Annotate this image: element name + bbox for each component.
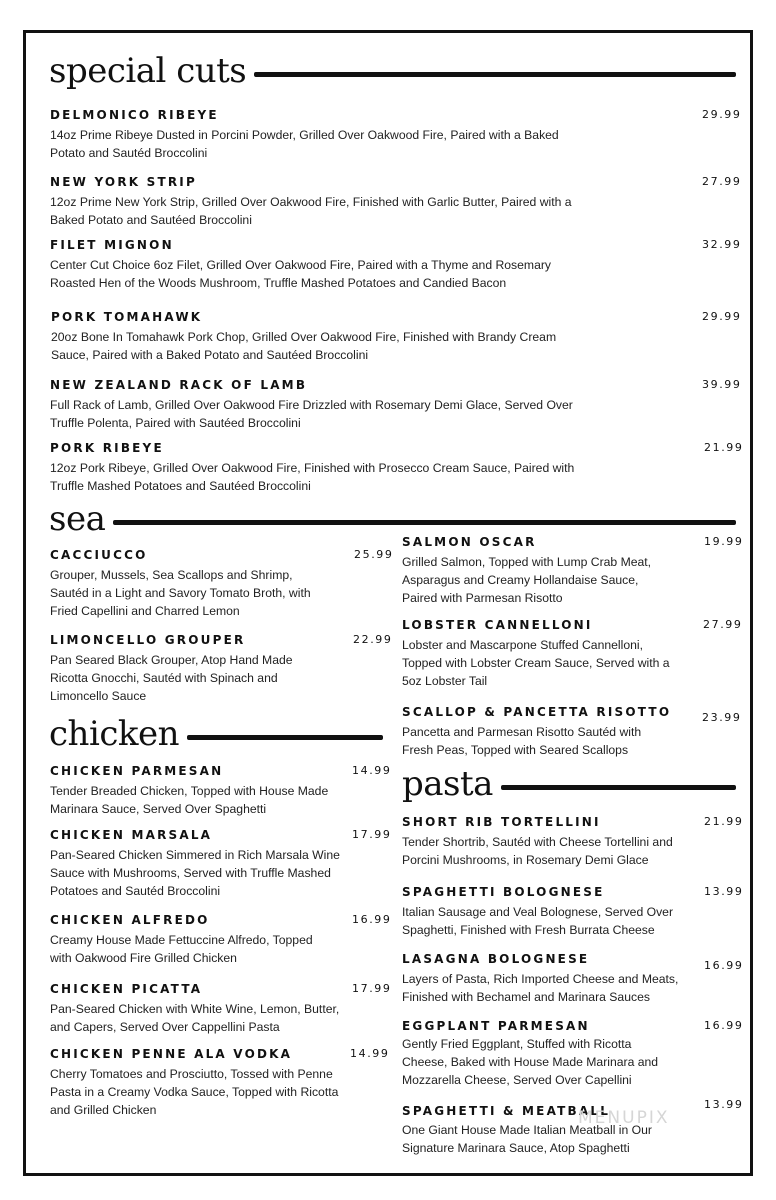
item-price: 39.99: [702, 378, 742, 391]
section-title-chicken: [49, 714, 383, 754]
item-description: Grouper, Mussels, Sea Scallops and Shrimp, Sautéd in a Light and Savory Tomato Broth, with Fried Capellini and Charred Lemon: [50, 568, 311, 618]
menu-item-salmon-oscar: [402, 535, 744, 607]
item-name: SHORT RIB TORTELLINI: [402, 815, 601, 829]
item-name: SALMON OSCAR: [402, 535, 537, 549]
item-price: 29.99: [702, 310, 742, 323]
menu-item-pork-ribeye: [50, 441, 744, 495]
item-name: LIMONCELLO GROUPER: [50, 633, 246, 647]
watermark-logo: MENUPIX: [578, 1108, 670, 1128]
item-name: CHICKEN PICATTA: [50, 982, 203, 996]
item-description: Tender Breaded Chicken, Topped with House Made Marinara Sauce, Served Over Spaghetti: [50, 784, 329, 816]
item-description: Pancetta and Parmesan Risotto Sautéd with Fresh Peas, Topped with Seared Scallops: [402, 725, 642, 757]
item-name: SPAGHETTI BOLOGNESE: [402, 885, 605, 899]
item-price: 14.99: [350, 1047, 390, 1060]
item-name: PORK TOMAHAWK: [51, 310, 203, 324]
section-title-text: chicken: [49, 714, 179, 754]
item-name: LASAGNA BOLOGNESE: [402, 952, 590, 966]
section-rule: [187, 735, 383, 740]
menu-item-new-york-strip: [50, 175, 740, 229]
item-name: CHICKEN PARMESAN: [50, 764, 224, 778]
menu-item-rack-of-lamb: [50, 378, 740, 432]
item-name: LOBSTER CANNELLONI: [402, 618, 593, 632]
item-price: 27.99: [703, 618, 743, 631]
item-description: 14oz Prime Ribeye Dusted in Porcini Powder, Grilled Over Oakwood Fire, Paired with a Baked Potato and Sautéd Broccolini: [50, 128, 559, 160]
item-price: 16.99: [704, 959, 744, 972]
section-title-pasta: [402, 764, 736, 804]
item-description: Creamy House Made Fettuccine Alfredo, Topped with Oakwood Fire Grilled Chicken: [50, 933, 313, 965]
section-title-text: sea: [49, 499, 106, 539]
menu-item-chicken-alfredo: [50, 913, 390, 967]
menu-item-limoncello-grouper: [50, 633, 393, 705]
item-price: 21.99: [704, 815, 744, 828]
menu-item-lobster-cannelloni: [402, 618, 743, 690]
section-rule: [501, 785, 736, 790]
item-price: 27.99: [702, 175, 742, 188]
menu-item-chicken-parmesan: [50, 764, 390, 818]
section-title-text: pasta: [402, 764, 493, 804]
item-price: 16.99: [704, 1019, 744, 1032]
item-description: Gently Fried Eggplant, Stuffed with Ricotta Cheese, Baked with House Made Marinara and Mozzarella Cheese, Served Over Capellini: [402, 1037, 659, 1087]
item-price: 14.99: [352, 764, 392, 777]
menu-item-scallop-pancetta-risotto: [402, 705, 742, 759]
menu-item-chicken-penne-vodka: [50, 1047, 390, 1119]
menu-item-chicken-picatta: [50, 982, 390, 1036]
item-description: Pan-Seared Chicken with White Wine, Lemon, Butter, and Capers, Served Over Cappellini Pasta: [50, 1002, 340, 1034]
item-price: 22.99: [353, 633, 393, 646]
item-description: Cherry Tomatoes and Prosciutto, Tossed with Penne Pasta in a Creamy Vodka Sauce, Topped with Ricotta and Grilled Chicken: [50, 1067, 339, 1117]
menu-item-eggplant-parmesan: [402, 1019, 744, 1089]
item-price: 16.99: [352, 913, 392, 926]
item-name: DELMONICO RIBEYE: [50, 108, 219, 122]
item-description: Center Cut Choice 6oz Filet, Grilled Over Oakwood Fire, Paired with a Thyme and Rosemary Roasted Hen of the Woods Mushroom, Truffle Mashed Potatoes and Candied Bacon: [50, 258, 552, 290]
item-description: One Giant House Made Italian Meatball in Our Signature Marinara Sauce, Atop Spaghetti: [402, 1123, 652, 1155]
item-price: 17.99: [352, 982, 392, 995]
item-price: 25.99: [354, 548, 394, 561]
section-title-sea: [49, 499, 736, 539]
item-name: SPAGHETTI & MEATBALL: [402, 1104, 611, 1118]
menu-item-spaghetti-meatball: [402, 1098, 744, 1157]
item-price: 13.99: [704, 1098, 744, 1111]
item-description: Pan-Seared Chicken Simmered in Rich Marsala Wine Sauce with Mushrooms, Served with Truffle Mashed Potatoes and Sautéd Broccolini: [50, 848, 340, 898]
item-description: Italian Sausage and Veal Bolognese, Served Over Spaghetti, Finished with Fresh Burrata Cheese: [402, 905, 674, 937]
menu-item-short-rib-tortellini: [402, 815, 744, 869]
section-rule: [254, 72, 736, 77]
item-description: Pan Seared Black Grouper, Atop Hand Made Ricotta Gnocchi, Sautéd with Spinach and Limoncello Sauce: [50, 653, 293, 703]
item-name: CHICKEN ALFREDO: [50, 913, 210, 927]
menu-item-pork-tomahawk: [51, 310, 741, 364]
section-rule: [113, 520, 736, 525]
menu-item-filet-mignon: [50, 238, 740, 292]
item-name: CACCIUCCO: [50, 548, 148, 562]
menu-item-delmonico-ribeye: [50, 108, 740, 162]
item-name: FILET MIGNON: [50, 238, 174, 252]
menu-item-spaghetti-bolognese: [402, 885, 744, 939]
item-price: 21.99: [704, 441, 744, 454]
item-price: 32.99: [702, 238, 742, 251]
item-name: NEW ZEALAND RACK OF LAMB: [50, 378, 308, 392]
section-title-special-cuts: [49, 51, 736, 91]
menu-item-chicken-marsala: [50, 828, 390, 900]
item-description: 12oz Pork Ribeye, Grilled Over Oakwood Fire, Finished with Prosecco Cream Sauce, Paired with Truffle Mashed Potatoes and Sautéed Broccolini: [50, 461, 575, 493]
item-description: Grilled Salmon, Topped with Lump Crab Meat, Asparagus and Creamy Hollandaise Sauce, Paired with Parmesan Risotto: [402, 555, 652, 605]
item-description: Lobster and Mascarpone Stuffed Cannelloni, Topped with Lobster Cream Sauce, Served with a 5oz Lobster Tail: [402, 638, 670, 688]
item-name: NEW YORK STRIP: [50, 175, 197, 189]
item-name: SCALLOP & PANCETTA RISOTTO: [402, 705, 672, 719]
item-name: PORK RIBEYE: [50, 441, 164, 455]
item-name: CHICKEN MARSALA: [50, 828, 213, 842]
item-price: 23.99: [702, 711, 742, 724]
item-name: CHICKEN PENNE ALA VODKA: [50, 1047, 293, 1061]
item-description: 20oz Bone In Tomahawk Pork Chop, Grilled Over Oakwood Fire, Finished with Brandy Cream Sauce, Paired with a Baked Potato and Sautéed Broccolini: [51, 330, 557, 362]
item-description: Tender Shortrib, Sautéd with Cheese Tortellini and Porcini Mushrooms, in Rosemary Demi Glace: [402, 835, 673, 867]
menu-item-cacciucco: [50, 548, 394, 620]
item-description: 12oz Prime New York Strip, Grilled Over Oakwood Fire, Finished with Garlic Butter, Paired with a Baked Potato and Sautéed Broccolini: [50, 195, 572, 227]
menu-item-lasagna-bolognese: [402, 952, 744, 1006]
item-name: EGGPLANT PARMESAN: [402, 1019, 590, 1033]
item-price: 17.99: [352, 828, 392, 841]
item-price: 19.99: [704, 535, 744, 548]
item-description: Full Rack of Lamb, Grilled Over Oakwood Fire Drizzled with Rosemary Demi Glace, Served Over Truffle Polenta, Paired with Sautéed Broccolini: [50, 398, 573, 430]
item-price: 13.99: [704, 885, 744, 898]
item-price: 29.99: [702, 108, 742, 121]
section-title-text: special cuts: [49, 51, 247, 91]
item-description: Layers of Pasta, Rich Imported Cheese and Meats, Finished with Bechamel and Marinara Sauces: [402, 972, 679, 1004]
